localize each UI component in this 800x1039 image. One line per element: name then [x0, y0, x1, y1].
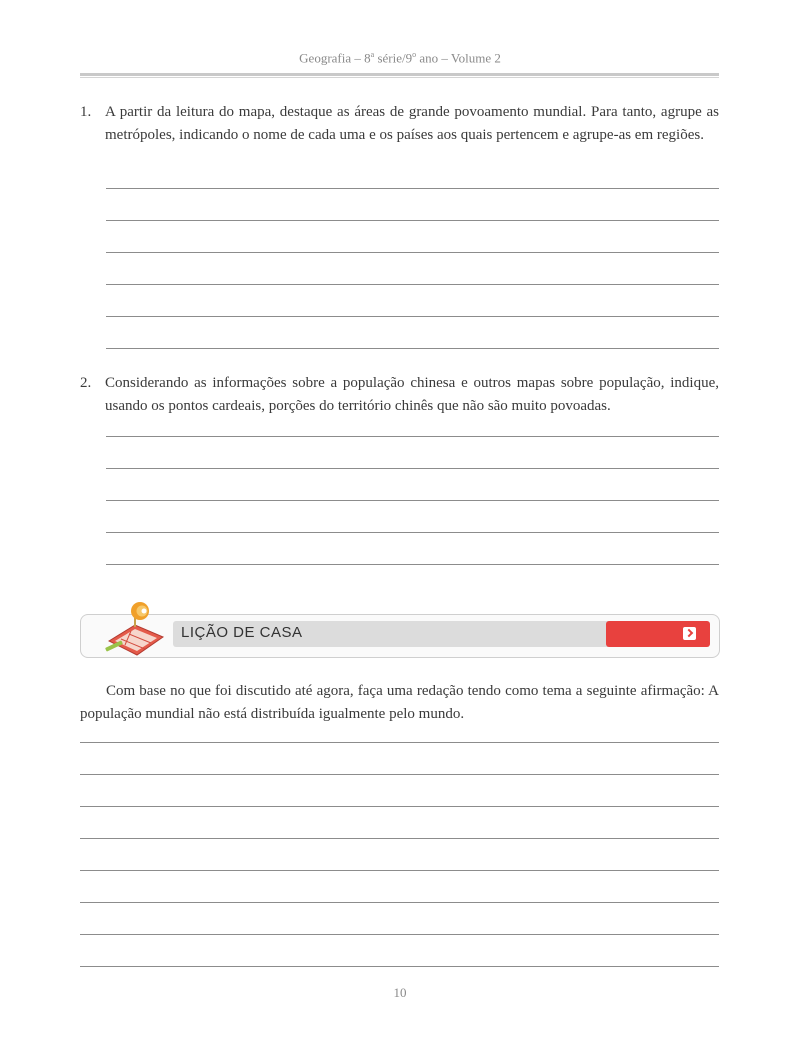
answer-line[interactable]: [80, 806, 719, 807]
answer-line[interactable]: [106, 220, 719, 221]
answer-line[interactable]: [80, 742, 719, 743]
question-1: [80, 101, 719, 147]
header-rule: [80, 73, 719, 76]
answer-line[interactable]: [106, 532, 719, 533]
question-number: 2.: [80, 375, 92, 391]
answer-line[interactable]: [80, 870, 719, 871]
page-number: 10: [393, 985, 407, 1000]
answer-line[interactable]: [80, 902, 719, 903]
answer-line[interactable]: [106, 188, 719, 189]
header-rule-thin: [80, 77, 719, 78]
answer-line[interactable]: [80, 934, 719, 935]
banner-label: LIÇÃO DE CASA: [181, 624, 303, 641]
chevron-right-icon[interactable]: [683, 627, 696, 640]
banner-accent: [606, 621, 710, 647]
homework-banner: [80, 614, 720, 658]
answer-line[interactable]: [106, 436, 719, 437]
answer-line[interactable]: [106, 284, 719, 285]
answer-line[interactable]: [106, 348, 719, 349]
question-number: 1.: [80, 104, 92, 120]
answer-line[interactable]: [80, 838, 719, 839]
answer-line[interactable]: [106, 468, 719, 469]
answer-line[interactable]: [106, 252, 719, 253]
answer-line[interactable]: [106, 316, 719, 317]
question-text: A partir da leitura do mapa, destaque as áreas de grande povoamento mundial. Para tanto, agrupe as metrópoles, indicando o nome de cada uma e os países aos quais pertencem e agrupe-as em regiões.: [105, 104, 719, 143]
globe-lamp-icon: [101, 601, 171, 657]
question-text: Considerando as informações sobre a população chinesa e outros mapas sobre população, indique, usando os pontos cardeais, porções do território chinês que não são muito povoadas.: [105, 375, 719, 414]
running-header: Geografia – 8$^a$ série/9$^o$ ano – Volume 2: [299, 50, 501, 66]
answer-line[interactable]: [106, 564, 719, 565]
answer-line[interactable]: [106, 500, 719, 501]
question-2: [80, 372, 719, 418]
answer-line[interactable]: [80, 774, 719, 775]
homework-text: Com base no que foi discutido até agora, faça uma redação tendo como tema a seguinte afirmação: A população mundial não está distribuída igualmente pelo mundo.: [80, 683, 719, 722]
answer-line[interactable]: [80, 966, 719, 967]
